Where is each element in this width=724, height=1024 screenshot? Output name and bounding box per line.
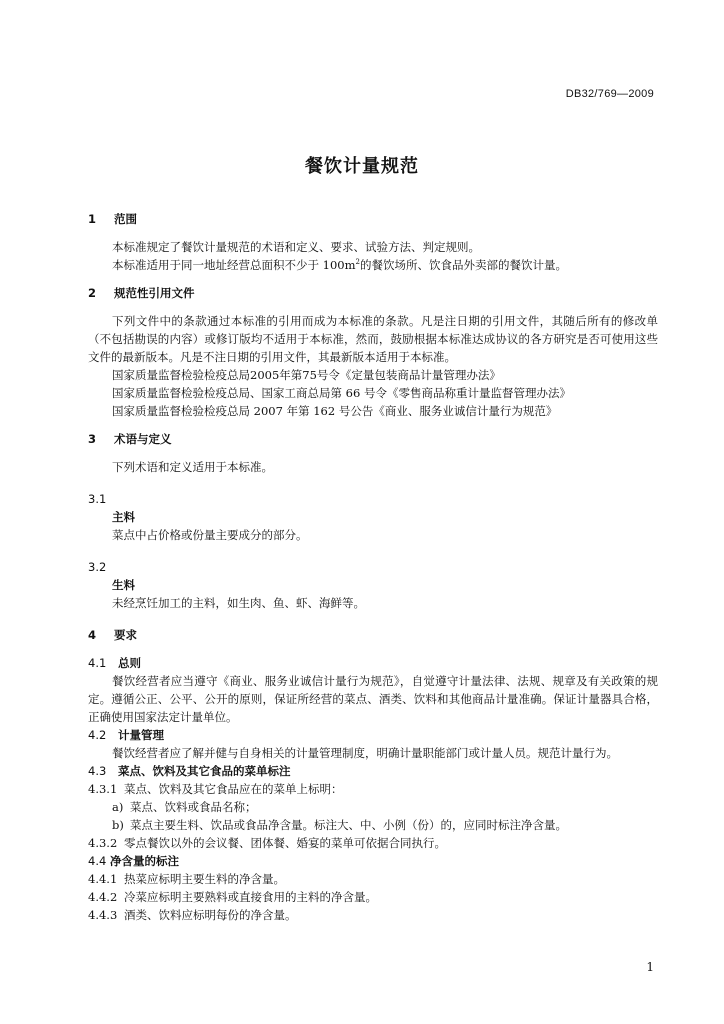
section-title: 要求 [114, 628, 137, 642]
list-text: 菜点、饮料或食品名称； [130, 800, 257, 814]
subsection-title: 总则 [118, 656, 141, 670]
subsection-number: 4.1 [88, 656, 107, 670]
subsection-heading-4-1 [88, 654, 658, 672]
term-number: 3.1 [88, 492, 107, 506]
section-number: 3 [88, 432, 97, 446]
reference-item: 国家质量监督检验检疫总局2005年第75号令《定量包装商品计量管理办法》 [112, 368, 501, 382]
section-number: 4 [88, 628, 97, 642]
paragraph: 本标准规定了餐饮计量规范的术语和定义、要求、试验方法、判定规则。 [112, 240, 480, 254]
section-heading-3 [88, 430, 658, 448]
clause-4-3-1 [88, 780, 658, 798]
list-item [88, 816, 658, 834]
paragraph: 餐饮经营者应当遵守《商业、服务业诚信计量行为规范》，自觉遵守计量法律、法规、规章及有关政策的规定。遵循公正、公平、公开的原则，保证所经营的菜点、酒类、饮料和其他商品计量准确。保证计量器具合格，正确使用国家法定计量单位。 [88, 674, 658, 724]
subsection-number: 4.2 [88, 728, 107, 742]
superscript: 2 [355, 258, 360, 267]
term-number: 3.2 [88, 560, 107, 574]
clause-4-4-3 [88, 906, 658, 924]
list-marker: a) [112, 800, 124, 814]
clause-4-4-2 [88, 888, 658, 906]
section-number: 2 [88, 286, 97, 300]
section-title: 术语与定义 [114, 432, 172, 446]
term-definition: 未经烹饪加工的主料，如生肉、鱼、虾、海鲜等。 [112, 596, 365, 610]
list-text: 菜点主要生料、饮品或食品净含量。标注大、中、小例（份）的，应同时标注净含量。 [130, 818, 567, 832]
section-heading-1 [88, 210, 658, 228]
clause-text: 热菜应标明主要生料的净含量。 [124, 872, 285, 886]
section-heading-2 [88, 284, 658, 302]
term-name: 主料 [112, 510, 135, 524]
subsection-title: 菜点、饮料及其它食品的菜单标注 [118, 764, 291, 778]
clause-number: 4.3.1 [88, 782, 118, 796]
document-body [88, 210, 658, 924]
paragraph-text: 的餐饮场所、饮食品外卖部的餐饮计量。 [359, 258, 567, 272]
reference-item: 国家质量监督检验检疫总局 2007 年第 162 号公告《商业、服务业诚信计量行为规范》 [112, 404, 558, 418]
subsection-heading-4-2 [88, 726, 658, 744]
subsection-heading-4-4 [88, 852, 658, 870]
clause-4-4-1 [88, 870, 658, 888]
reference-item: 国家质量监督检验检疫总局、国家工商总局第 66 号令《零售商品称重计量监督管理办法》 [112, 386, 571, 400]
list-item [88, 798, 658, 816]
clause-text: 酒类、饮料应标明每份的净含量。 [124, 908, 297, 922]
subsection-number: 4.4 [88, 854, 107, 868]
clause-number: 4.4.1 [88, 872, 118, 886]
paragraph: 下列术语和定义适用于本标准。 [112, 460, 273, 474]
clause-4-3-2 [88, 834, 658, 852]
clause-number: 4.4.2 [88, 890, 118, 904]
paragraph-text: 本标准适用于同一地址经营总面积不少于 100m [112, 258, 356, 272]
paragraph: 餐饮经营者应了解并健与自身相关的计量管理制度，明确计量职能部门或计量人员。规范计量行为。 [112, 746, 618, 760]
standard-code: DB32/769—2009 [565, 88, 654, 100]
subsection-title: 计量管理 [118, 728, 164, 742]
clause-number: 4.4.3 [88, 908, 118, 922]
clause-number: 4.3.2 [88, 836, 118, 850]
clause-text: 零点餐饮以外的会议餐、团体餐、婚宴的菜单可依据合同执行。 [124, 836, 446, 850]
page-title: 餐饮计量规范 [305, 156, 419, 177]
clause-text: 冷菜应标明主要熟料或直接食用的主料的净含量。 [124, 890, 377, 904]
paragraph: 下列文件中的条款通过本标准的引用而成为本标准的条款。凡是注日期的引用文件，其随后所有的修改单（不包括勘误的内容）或修订版均不适用于本标准，然而，鼓励根据本标准达成协议的各方研究是否可使用这些文件的最新版本。凡是不注日期的引用文件，其最新版本适用于本标准。 [88, 314, 658, 364]
term-name: 生料 [112, 578, 135, 592]
section-number: 1 [88, 212, 97, 226]
page-number: 1 [646, 960, 654, 974]
term-definition: 菜点中占价格或份量主要成分的部分。 [112, 528, 308, 542]
section-title: 规范性引用文件 [114, 286, 195, 300]
clause-text: 菜点、饮料及其它食品应在的菜单上标明： [124, 782, 343, 796]
section-heading-4 [88, 626, 658, 644]
subsection-number: 4.3 [88, 764, 107, 778]
paragraph [88, 256, 658, 274]
section-title: 范围 [114, 212, 137, 226]
list-marker: b) [112, 818, 124, 832]
subsection-heading-4-3 [88, 762, 658, 780]
subsection-title: 净含量的标注 [110, 854, 179, 868]
